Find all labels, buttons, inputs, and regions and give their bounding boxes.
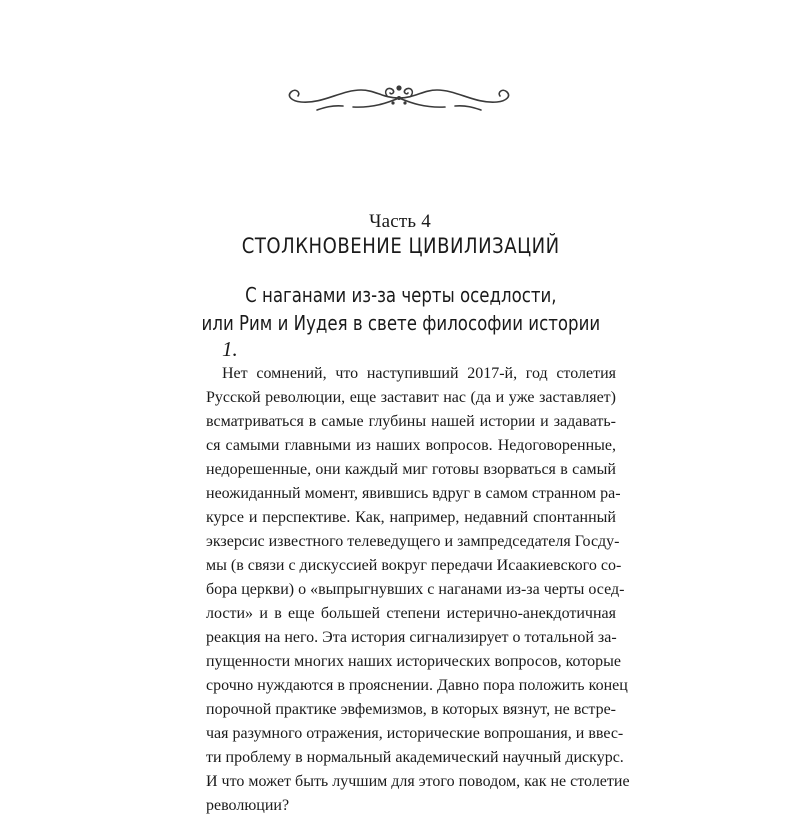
chapter-title-line-1: С наганами из-за черты оседлости, (245, 283, 557, 307)
chapter-title-line-2: или Рим и Иудея в свете философии истории (201, 311, 601, 335)
text-line: чая разумного отражения, исторические вопрошания, и ввес- (206, 725, 624, 742)
body-paragraph (206, 362, 630, 818)
text-line: ся самыми главными из наших вопросов. Недоговоренные, (206, 437, 616, 454)
text-line: недорешенные, они каждый миг готовы взорваться в самый (206, 461, 616, 478)
text-line: И что может быть лучшим для этого поводом, как не столетие (206, 773, 630, 790)
text-line: пущенности многих наших исторических вопросов, которые (206, 653, 621, 670)
text-line: бора церкви) о «выпрыгнувших с наганами из-за черты осед- (206, 581, 625, 598)
text-line: порочной практике эвфемизмов, в которых вязнут, не встре- (206, 701, 616, 718)
text-line: неожиданный момент, явившись вдруг в самом странном ра- (206, 485, 621, 502)
text-line: реакция на него. Эта история сигнализирует о тотальной за- (206, 629, 617, 646)
text-line: экзерсис известного телеведущего и зампредседателя Госду- (206, 533, 620, 550)
text-line: срочно нуждаются в прояснении. Давно пора положить конец (206, 677, 628, 694)
text-line: революции? (206, 797, 290, 814)
text-line: всматриваться в самые глубины нашей истории и задавать- (206, 413, 616, 430)
section-number: 1. (222, 337, 238, 361)
part-title: СТОЛКНОВЕНИЕ ЦИВИЛИЗАЦИЙ (241, 234, 560, 258)
text-line: мы (в связи с дискуссией вокруг передачи Исаакиевского со- (206, 557, 622, 574)
text-line: Русской революции, еще заставит нас (да и уже заставляет) (206, 389, 616, 406)
decorative-flourish-icon (283, 76, 515, 122)
text-line: ти проблему в нормальный академический научный дискурс. (206, 749, 624, 766)
text-line: курсе и перспективе. Как, например, недавний спонтанный (206, 509, 616, 526)
chapter-title (69, 281, 733, 337)
text-line: лости» и в еще большей степени истерично-анекдотичная (206, 605, 616, 622)
part-number: Часть 4 (369, 211, 431, 232)
text-line: Нет сомнений, что наступивший 2017-й, год столетия (222, 365, 616, 382)
